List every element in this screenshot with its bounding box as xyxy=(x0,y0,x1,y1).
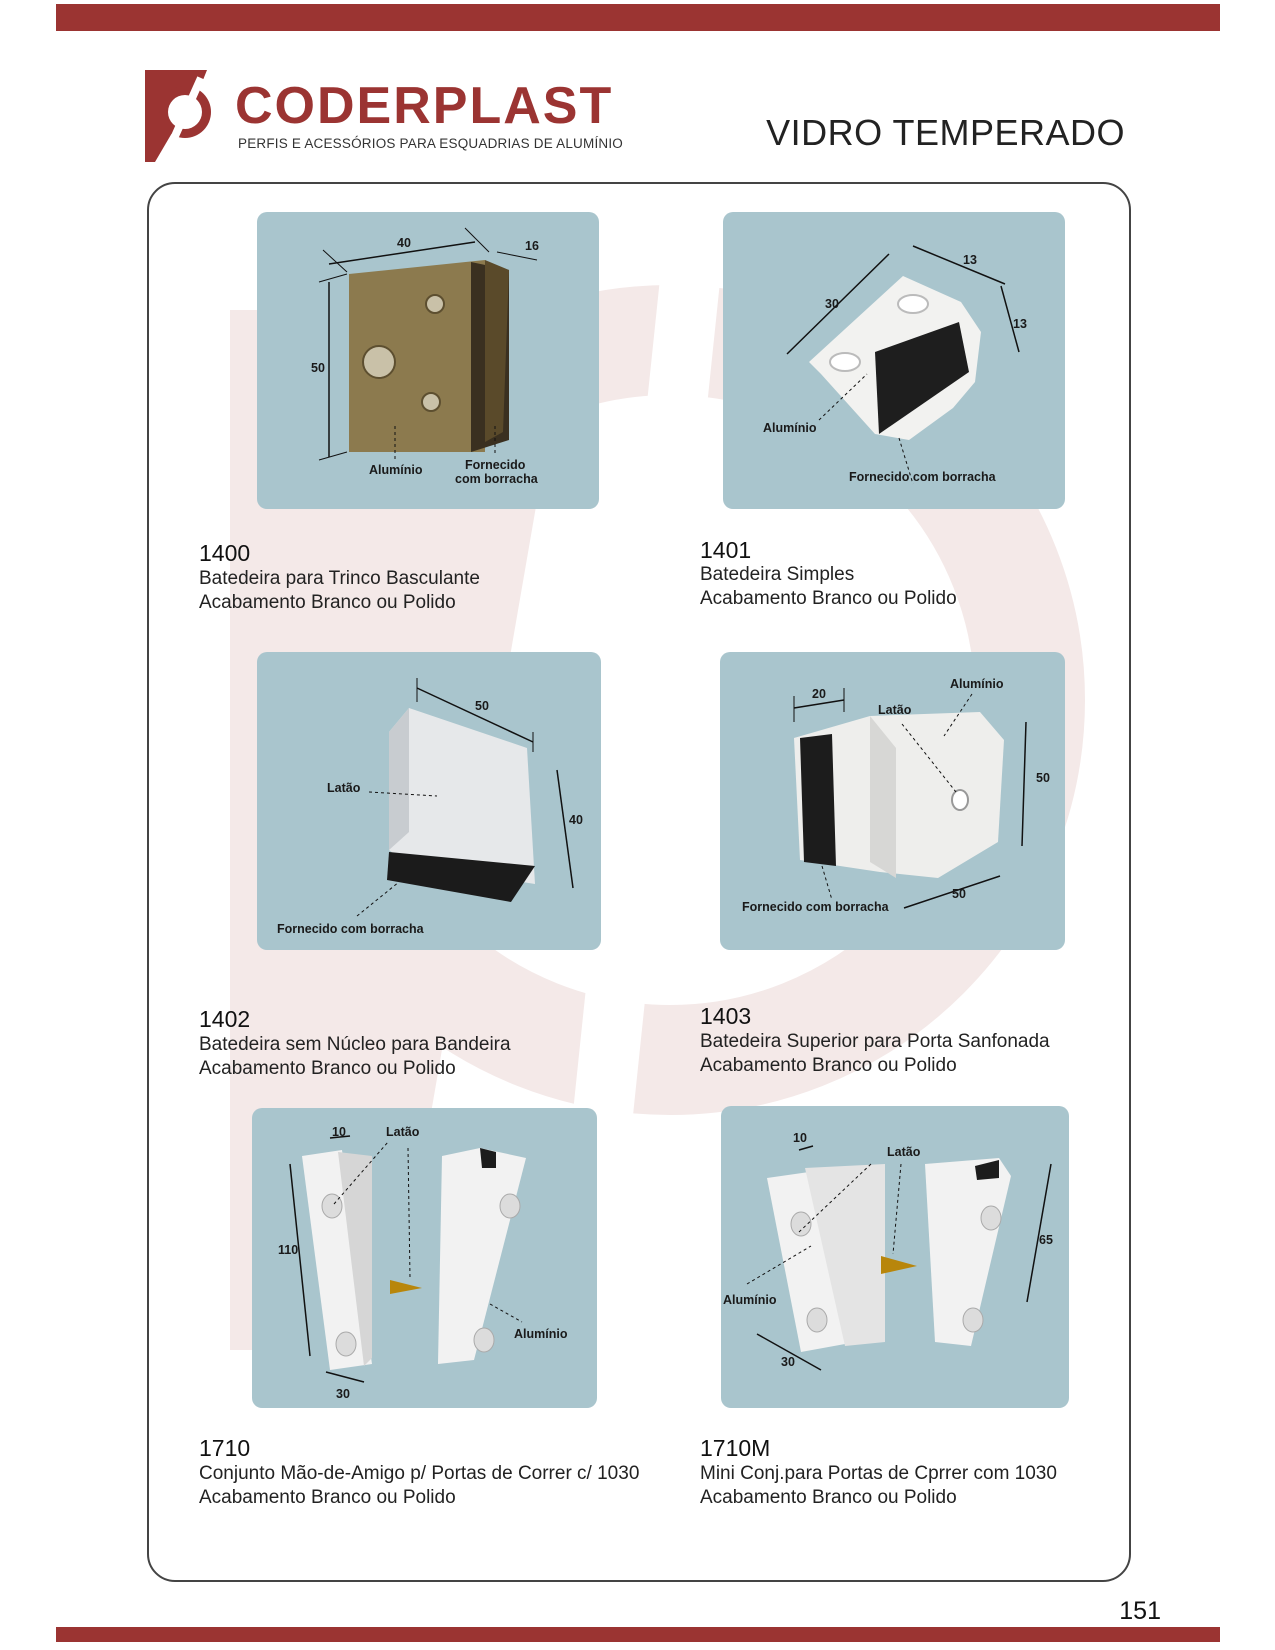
rubber-label: Fornecido com borracha xyxy=(742,900,889,914)
bottom-accent-bar xyxy=(56,1627,1220,1642)
dim-b-label: 13 xyxy=(963,253,977,267)
product-image-1401 xyxy=(723,212,1065,509)
product-finish: Acabamento Branco ou Polido xyxy=(700,1487,957,1508)
page-number: 151 xyxy=(1119,1597,1161,1625)
product-name: Batedeira Superior para Porta Sanfonada xyxy=(700,1031,1050,1052)
product-code: 1710M xyxy=(700,1435,771,1461)
material-a-label: Alumínio xyxy=(950,677,1004,691)
product-code: 1401 xyxy=(700,537,752,563)
dim-b-label: 50 xyxy=(1036,771,1050,785)
dim-width-label: 40 xyxy=(397,236,411,250)
product-code: 1402 xyxy=(199,1006,251,1032)
dim-b-label: 110 xyxy=(278,1243,299,1257)
material-label: Latão xyxy=(327,781,361,795)
dim-a-label: 20 xyxy=(812,687,826,701)
product-image-1710 xyxy=(252,1108,597,1408)
dim-c-label: 30 xyxy=(781,1355,795,1369)
product-name: Batedeira Simples xyxy=(700,564,855,585)
product-name: Mini Conj.para Portas de Cprrer com 1030 xyxy=(700,1463,1057,1484)
section-title: VIDRO TEMPERADO xyxy=(766,112,1125,153)
dim-a-label: 10 xyxy=(332,1125,346,1139)
dim-height-label: 50 xyxy=(311,361,325,375)
dim-c-label: 13 xyxy=(1013,317,1027,331)
product-code: 1403 xyxy=(700,1003,752,1029)
brand-name: CODERPLAST xyxy=(235,77,614,135)
rubber-label-line1: Fornecido xyxy=(465,458,526,472)
rubber-label: Fornecido com borracha xyxy=(277,922,424,936)
product-image-1400 xyxy=(257,212,599,509)
product-image-1710M xyxy=(721,1106,1069,1408)
product-name: Batedeira para Trinco Basculante xyxy=(199,568,480,589)
rubber-label: Fornecido com borracha xyxy=(849,470,996,484)
product-finish: Acabamento Branco ou Polido xyxy=(199,592,456,613)
material-a-label: Latão xyxy=(386,1125,420,1139)
material-b-label: Alumínio xyxy=(723,1293,777,1307)
dim-a-label: 30 xyxy=(825,297,839,311)
product-finish: Acabamento Branco ou Polido xyxy=(700,1055,957,1076)
product-finish: Acabamento Branco ou Polido xyxy=(700,588,957,609)
product-code: 1710 xyxy=(199,1435,251,1461)
dim-b-label: 65 xyxy=(1039,1233,1053,1247)
dim-width-label: 50 xyxy=(475,699,489,713)
product-name: Batedeira sem Núcleo para Bandeira xyxy=(199,1034,511,1055)
dim-a-label: 10 xyxy=(793,1131,807,1145)
product-code: 1400 xyxy=(199,540,251,566)
top-accent-bar xyxy=(56,4,1220,31)
material-label: Alumínio xyxy=(369,463,423,477)
material-a-label: Latão xyxy=(887,1145,921,1159)
logo-mark-icon xyxy=(145,70,225,170)
dim-c-label: 50 xyxy=(952,887,966,901)
product-image-1402 xyxy=(257,652,601,950)
rubber-label-line2: com borracha xyxy=(455,472,538,486)
dim-c-label: 30 xyxy=(336,1387,350,1401)
dim-height-label: 40 xyxy=(569,813,583,827)
material-label: Alumínio xyxy=(763,421,817,435)
product-name: Conjunto Mão-de-Amigo p/ Portas de Correr c/ 1030 xyxy=(199,1463,640,1484)
brand-tagline: PERFIS E ACESSÓRIOS PARA ESQUADRIAS DE ALUMÍNIO xyxy=(238,136,624,151)
material-b-label: Latão xyxy=(878,703,912,717)
product-finish: Acabamento Branco ou Polido xyxy=(199,1487,456,1508)
product-finish: Acabamento Branco ou Polido xyxy=(199,1058,456,1079)
dim-depth-label: 16 xyxy=(525,239,539,253)
product-image-1403 xyxy=(720,652,1065,950)
material-b-label: Alumínio xyxy=(514,1327,568,1341)
brand-logo xyxy=(145,70,624,170)
